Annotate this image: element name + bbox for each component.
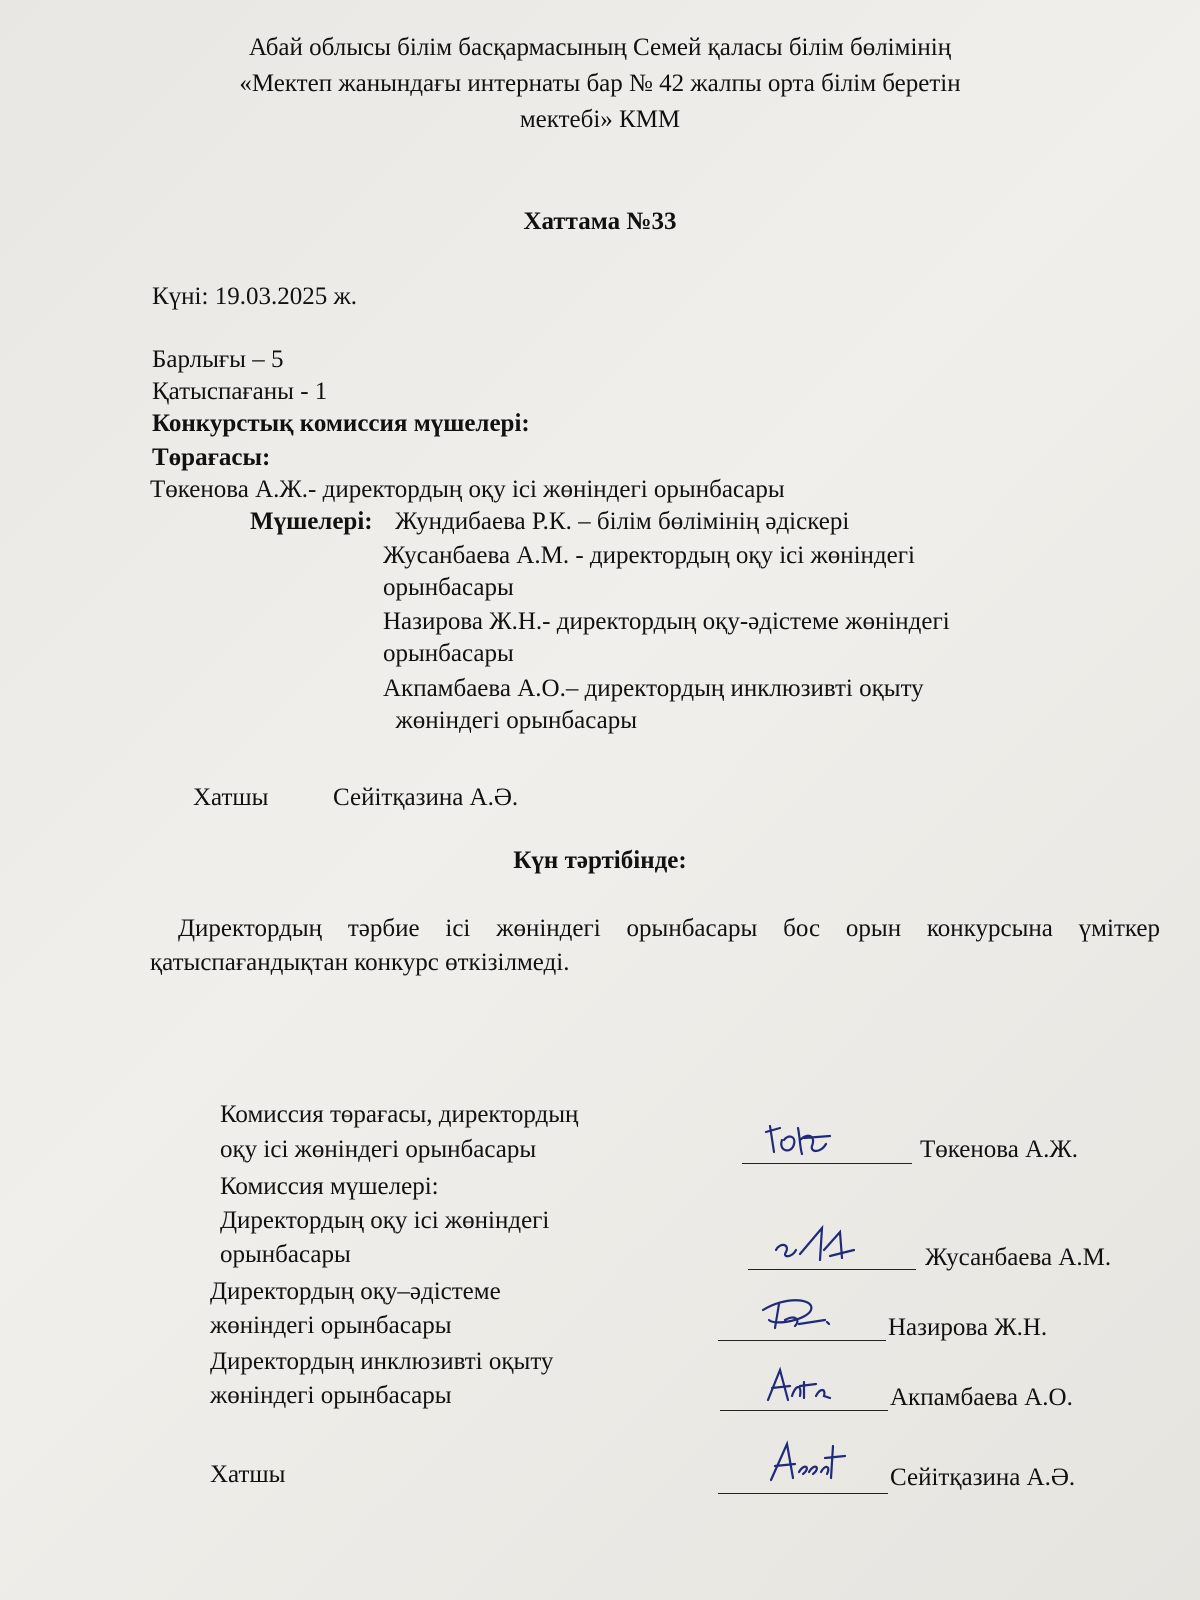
chair-line: Төкенова А.Ж.- директордың оқу ісі жөніндегі орынбасары [150,476,785,503]
secretary-signature-line [718,1493,888,1494]
header-line-2: «Мектеп жанындағы интернаты бар № 42 жалпы орта білім беретін [239,70,961,97]
member2-signatory-name: Назирова Ж.Н. [888,1314,1048,1341]
member-line: Жусанбаева А.М. - директордың оқу ісі жөніндегі [383,542,915,569]
member3-role-line-2: жөніндегі орынбасары [210,1382,452,1409]
secretary-signature [765,1438,855,1490]
member-line: жөніндегі орынбасары [383,707,638,734]
commission-heading: Конкурстық комиссия мүшелері: [152,410,530,437]
secretary-name: Сейітқазина А.Ә. [333,784,519,811]
member2-signature [755,1290,845,1338]
protocol-title: Хаттама №33 [523,208,677,235]
secretary-label: Хатшы [193,784,269,811]
agenda-heading: Күн тәртібінде: [513,847,687,874]
member2-role-line-2: жөніндегі орынбасары [210,1312,452,1339]
member-line: орынбасары [383,640,514,667]
chair-signature [760,1118,850,1164]
member1-signatory-name: Жусанбаева А.М. [925,1244,1112,1271]
chair-signatory-name: Төкенова А.Ж. [920,1136,1079,1163]
member1-signature [770,1220,860,1268]
member1-role-line-2: орынбасары [220,1241,351,1268]
total-count: Барлығы – 5 [152,346,284,373]
member-line: Назирова Ж.Н.- директордың оқу-әдістеме жөніндегі [383,608,950,635]
member1-role-line-1: Директордың оқу ісі жөніндегі [220,1207,550,1234]
members-label: Комиссия мүшелері: [220,1173,439,1200]
member-line: Акпамбаева А.О.– директордың инклюзивті оқыту [383,675,924,702]
members-heading: Мүшелері: [250,508,373,535]
member2-signature-line [718,1340,886,1341]
member3-signatory-name: Акпамбаева А.О. [890,1384,1073,1411]
member1-signature-line [748,1269,916,1270]
member-line: Жундибаева Р.К. – білім бөлімінің әдіскері [395,508,850,535]
protocol-date: Күні: 19.03.2025 ж. [152,283,357,310]
agenda-text: Директордың тәрбие ісі жөніндегі орынбасары бос орын конкурсына үміткер қатыспағандықтан конкурс өткізілмеді. [150,915,1160,976]
member3-role-line-1: Директордың инклюзивті оқыту [210,1348,554,1375]
secretary-role: Хатшы [210,1461,286,1488]
header-line-3: мектебі» КММ [519,106,681,133]
member-line: орынбасары [383,574,514,601]
member2-role-line-1: Директордың оқу–әдістеме [210,1278,501,1305]
member3-signature-line [720,1410,888,1411]
header-line-1: Абай облысы білім басқармасының Семей қаласы білім бөлімінің [248,34,952,61]
secretary-signatory-name: Сейітқазина А.Ә. [890,1464,1076,1491]
member3-signature [760,1362,850,1410]
absent-count: Қатыспағаны - 1 [152,378,328,405]
chair-role-line-1: Комиссия төрағасы, директордың [220,1101,579,1128]
chair-heading: Төрағасы: [152,444,271,471]
chair-role-line-2: оқу ісі жөніндегі орынбасары [220,1136,537,1163]
